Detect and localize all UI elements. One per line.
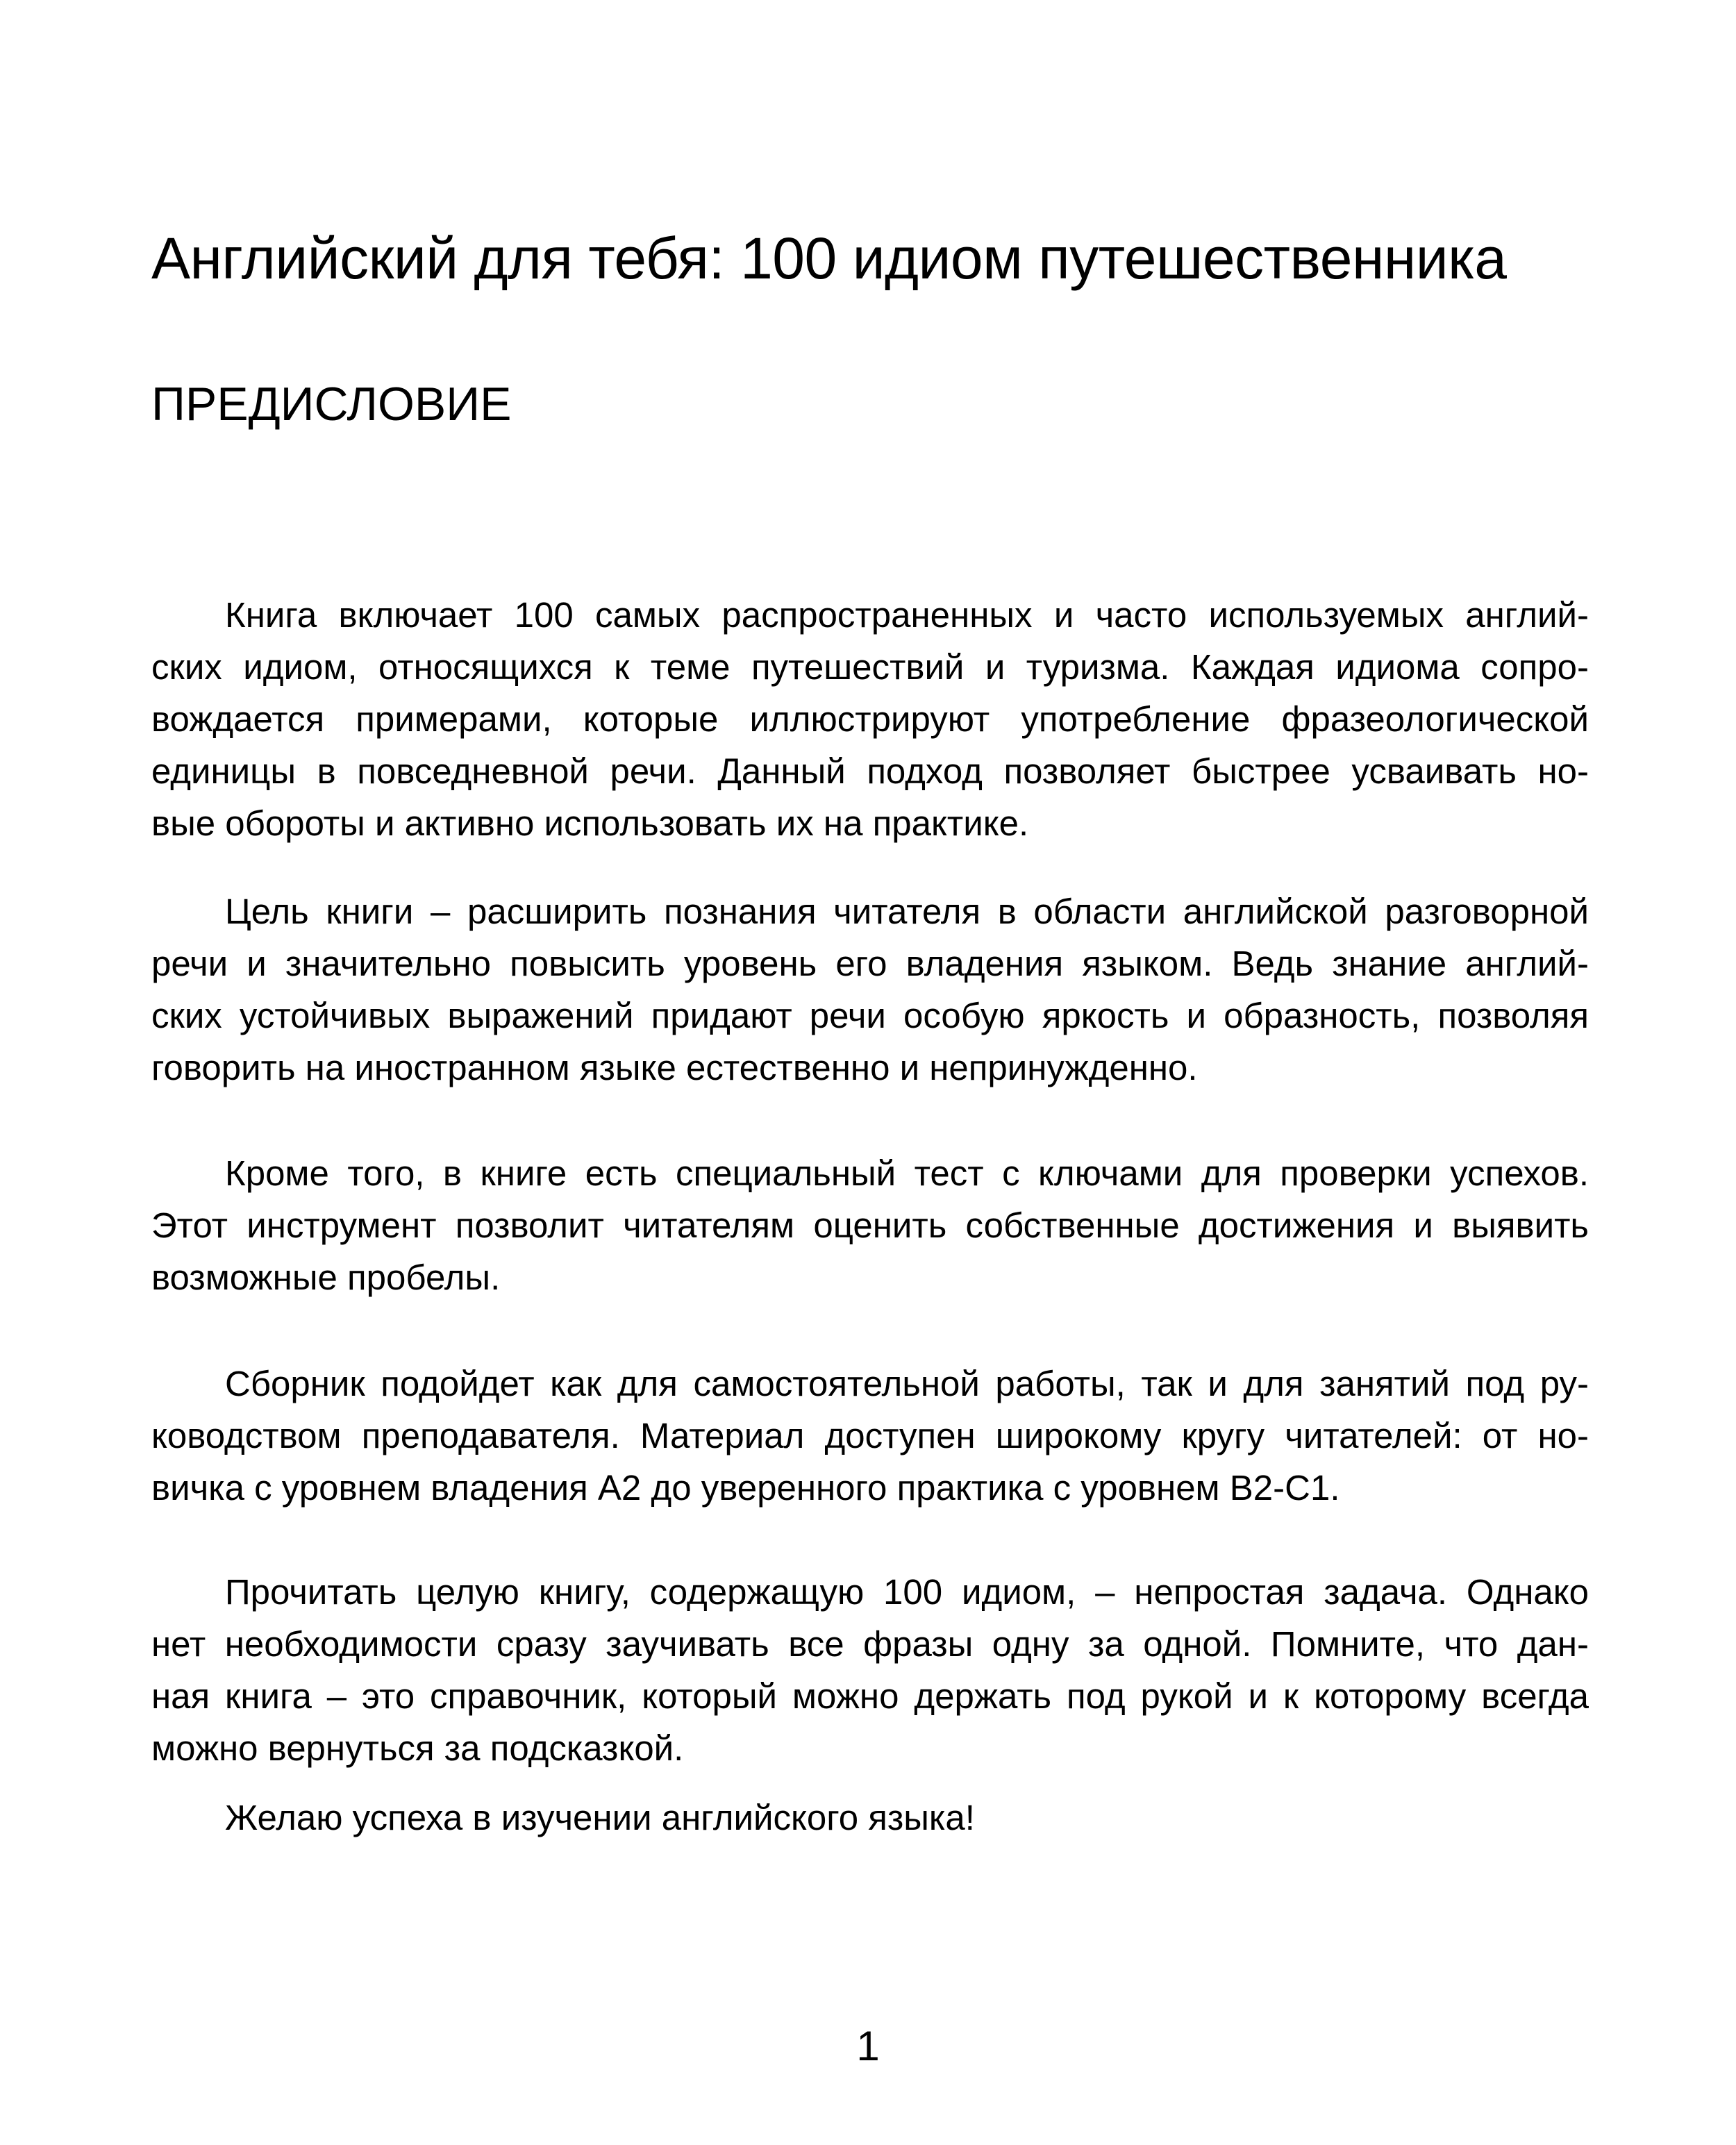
book-title: Английский для тебя: 100 идиом путешественника — [151, 226, 1507, 291]
paragraph-line: единицы в повседневной речи. Данный подход позволяет быстрее усваивать но- — [151, 751, 1589, 791]
paragraph-line: Кроме того, в книге есть специальный тест с ключами для проверки успехов. — [225, 1153, 1589, 1193]
paragraph-5 — [151, 1566, 1589, 1774]
paragraph-line: речи и значительно повысить уровень его владения языком. Ведь знание англий- — [151, 944, 1589, 983]
paragraph-line: вые обороты и активно использовать их на практике. — [151, 803, 1029, 843]
paragraph-line: вичка с уровнем владения А2 до уверенного практика с уровнем В2-С1. — [151, 1468, 1340, 1508]
paragraph-line: ководством преподавателя. Материал доступен широкому кругу читателей: от но- — [151, 1416, 1589, 1455]
paragraph-line: Прочитать целую книгу, содержащую 100 идиом, – непростая задача. Однако — [225, 1572, 1589, 1612]
paragraph-4 — [151, 1358, 1589, 1514]
paragraph-line: нет необходимости сразу заучивать все фразы одну за одной. Помните, что дан- — [151, 1624, 1589, 1664]
paragraph-2 — [151, 885, 1589, 1094]
paragraph-6-closing — [151, 1792, 1589, 1844]
paragraph-3 — [151, 1147, 1589, 1303]
paragraph-line: ских устойчивых выражений придают речи особую яркость и образность, позволяя — [151, 996, 1589, 1035]
paragraph-line: Желаю успеха в изучении английского языка! — [225, 1798, 975, 1837]
page-number: 1 — [856, 2023, 880, 2069]
paragraph-1 — [151, 589, 1589, 849]
paragraph-line: вождается примерами, которые иллюстрируют употребление фразеологической — [151, 699, 1589, 739]
paragraph-line: Цель книги – расширить познания читателя в области английской разговорной — [225, 892, 1589, 931]
paragraph-line: ная книга – это справочник, который можно держать под рукой и к которому всегда — [151, 1676, 1589, 1716]
paragraph-line: говорить на иностранном языке естественно и непринужденно. — [151, 1048, 1198, 1087]
paragraph-line: Книга включает 100 самых распространенных и часто используемых англий- — [225, 595, 1589, 635]
paragraph-line: можно вернуться за подсказкой. — [151, 1728, 684, 1768]
paragraph-line: Этот инструмент позволит читателям оценить собственные достижения и выявить — [151, 1205, 1589, 1245]
paragraph-line: Сборник подойдет как для самостоятельной работы, так и для занятий под ру- — [225, 1364, 1589, 1403]
paragraph-line: ских идиом, относящихся к теме путешествий и туризма. Каждая идиома сопро- — [151, 647, 1589, 687]
section-heading: ПРЕДИСЛОВИЕ — [151, 378, 512, 431]
paragraph-line: возможные пробелы. — [151, 1258, 501, 1297]
